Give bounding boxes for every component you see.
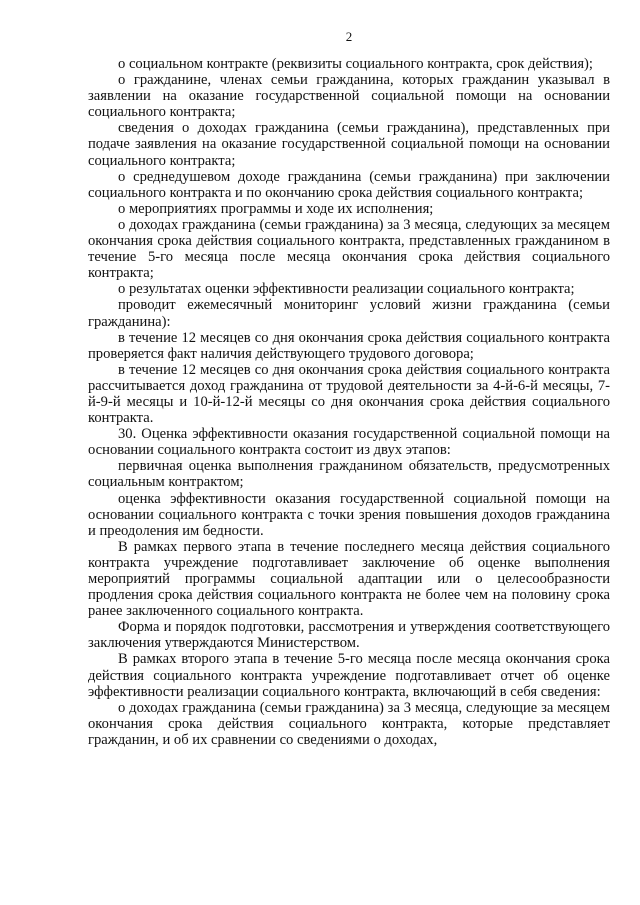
paragraph: Форма и порядок подготовки, рассмотрения и утверждения соответствующего заключения утверждаются Министерством. [88,619,610,652]
paragraph: о социальном контракте (реквизиты социального контракта, срок действия); [118,56,593,72]
paragraph: о результатах оценки эффективности реализации социального контракта; [118,281,575,298]
paragraph: первичная оценка выполнения гражданином обязательств, предусмотренных социальным контрактом; [88,458,610,491]
paragraph: В рамках первого этапа в течение последнего месяца действия социального контракта учреждение подготавливает заключение об оценке выполнения мероприятий программы социальной адаптации или о целесообразности продления срока действия социального контракта не более чем на половину срока ранее заключенного социального контракта. [88,538,610,620]
paragraph: В рамках второго этапа в течение 5-го месяца после месяца окончания срока действия социального контракта учреждение подготавливает отчет об оценке эффективности реализации социального контракта, включающий в себя сведения: [88,651,610,700]
paragraph: проводит ежемесячный мониторинг условий жизни гражданина (семьи гражданина): [88,297,610,330]
paragraph: 30. Оценка эффективности оказания государственной социальной помощи на основании социального контракта состоит из двух этапов: [88,426,610,459]
paragraph: о доходах гражданина (семьи гражданина) за 3 месяца, следующих за месяцем окончания срока действия социального контракта, представленных гражданином в течение 5-го месяца после месяца окончания срока действия социального контракта; [88,216,610,282]
paragraph: о гражданине, членах семьи гражданина, которых гражданин указывал в заявлении на оказание государственной социальной помощи на основании социального контракта; [88,72,610,121]
paragraph: в течение 12 месяцев со дня окончания срока действия социального контракта проверяется факт наличия действующего трудового договора; [88,329,610,362]
paragraph: оценка эффективности оказания государственной социальной помощи на основании социального контракта с точки зрения повышения доходов гражданина и преодоления им бедности. [88,490,610,539]
paragraph: о доходах гражданина (семьи гражданина) за 3 месяца, следующие за месяцем окончания срока действия социального контракта, которые представляет гражданин, и об их сравнении со сведениями о доходах, [88,699,610,748]
document-page [88,28,610,748]
paragraph: о среднедушевом доходе гражданина (семьи гражданина) при заключении социального контракта и по окончанию срока действия социального контракта; [88,168,610,201]
paragraph: о мероприятиях программы и ходе их исполнения; [118,200,434,217]
paragraph: в течение 12 месяцев со дня окончания срока действия социального контракта рассчитывается доход гражданина от трудовой деятельности за 4-й-6-й месяцы, 7-й-9-й месяцы и 10-й-12-й месяцы со дня окончания срока действия социального контракта. [88,361,610,427]
page-number: 2 [345,29,353,44]
document-body [88,56,610,748]
paragraph: сведения о доходах гражданина (семьи гражданина), представленных при подаче заявления на оказание государственной социальной помощи на основании социального контракта; [88,120,610,169]
